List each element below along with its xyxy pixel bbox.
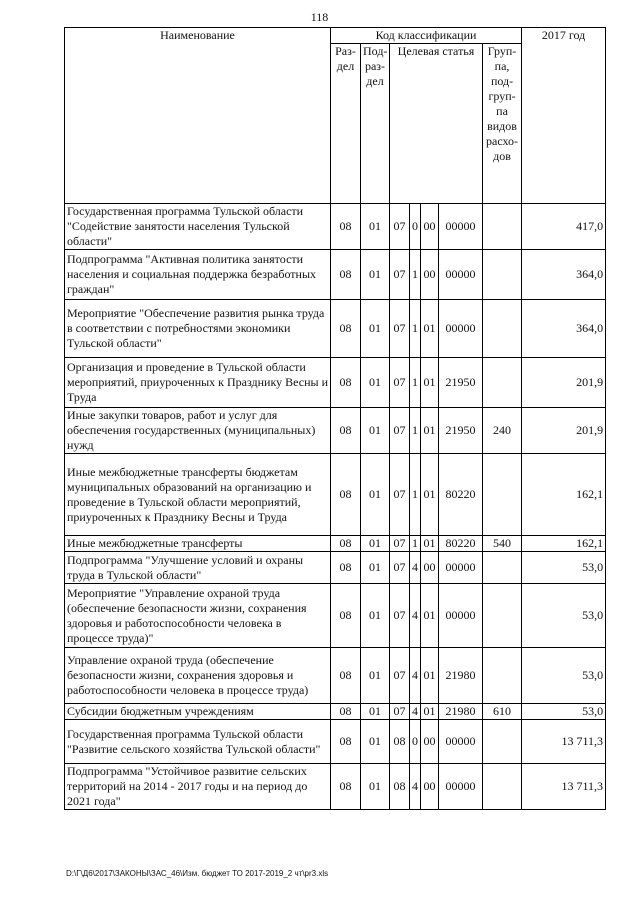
cell-vr xyxy=(483,300,522,358)
cell-cs2: 4 xyxy=(410,552,421,584)
cell-pr: 01 xyxy=(361,358,390,408)
header-year: 2017 год xyxy=(522,28,606,204)
cell-cs3: 01 xyxy=(421,300,439,358)
cell-name: Подпрограмма "Активная политика занятости населения и социальная поддержка безработных граждан" xyxy=(65,250,331,300)
cell-cs3: 00 xyxy=(421,764,439,810)
footer-file-path: D:\Г\Д6\2017\ЗАКОНЫ\ЗАС_46\Изм. бюджет ТО 2017-2019_2 чт\pr3.xls xyxy=(66,869,329,878)
cell-cs1: 07 xyxy=(390,704,410,720)
table-row xyxy=(65,250,606,300)
page-number: 118 xyxy=(310,10,329,24)
cell-name: Субсидии бюджетным учреждениям xyxy=(65,704,331,720)
cell-cs2: 1 xyxy=(410,454,421,536)
cell-cs4: 00000 xyxy=(439,720,483,764)
cell-cs2: 0 xyxy=(410,204,421,250)
cell-cs3: 00 xyxy=(421,552,439,584)
table-row xyxy=(65,720,606,764)
cell-name: Иные межбюджетные трансферты бюджетам муниципальных образований на организацию и проведение в Тульской области мероприятий, приуроченных к Празднику Весны и Труда xyxy=(65,454,331,536)
cell-amount: 53,0 xyxy=(522,552,606,584)
cell-cs2: 1 xyxy=(410,358,421,408)
cell-cs4: 00000 xyxy=(439,764,483,810)
cell-cs4: 00000 xyxy=(439,204,483,250)
header-classification-code: Код классификации xyxy=(331,28,522,44)
cell-rz: 08 xyxy=(331,704,361,720)
cell-rz: 08 xyxy=(331,204,361,250)
cell-name: Подпрограмма "Улучшение условий и охраны труда в Тульской области" xyxy=(65,552,331,584)
cell-cs4: 80220 xyxy=(439,454,483,536)
cell-vr: 240 xyxy=(483,408,522,454)
cell-amount: 417,0 xyxy=(522,204,606,250)
cell-cs4: 21950 xyxy=(439,408,483,454)
cell-cs1: 07 xyxy=(390,408,410,454)
cell-cs1: 08 xyxy=(390,720,410,764)
cell-amount: 201,9 xyxy=(522,358,606,408)
cell-vr xyxy=(483,584,522,648)
cell-rz: 08 xyxy=(331,536,361,552)
cell-name: Мероприятие "Обеспечение развития рынка труда в соответствии с потребностями экономики Тульской области" xyxy=(65,300,331,358)
cell-cs2: 4 xyxy=(410,764,421,810)
table-row xyxy=(65,536,606,552)
cell-cs2: 4 xyxy=(410,648,421,704)
cell-rz: 08 xyxy=(331,720,361,764)
cell-amount: 53,0 xyxy=(522,584,606,648)
table-row xyxy=(65,552,606,584)
cell-vr xyxy=(483,250,522,300)
cell-cs4: 00000 xyxy=(439,300,483,358)
cell-cs4: 21980 xyxy=(439,704,483,720)
cell-rz: 08 xyxy=(331,648,361,704)
cell-name: Государственная программа Тульской области "Содействие занятости населения Тульской области" xyxy=(65,204,331,250)
cell-rz: 08 xyxy=(331,250,361,300)
cell-cs4: 21980 xyxy=(439,648,483,704)
cell-cs1: 07 xyxy=(390,358,410,408)
cell-name: Мероприятие "Управление охраной труда (обеспечение безопасности жизни, сохранения здоровья и работоспособности человека в процессе труда)" xyxy=(65,584,331,648)
cell-cs3: 01 xyxy=(421,704,439,720)
cell-amount: 53,0 xyxy=(522,648,606,704)
cell-amount: 162,1 xyxy=(522,454,606,536)
cell-cs4: 00000 xyxy=(439,250,483,300)
cell-vr xyxy=(483,358,522,408)
cell-cs1: 07 xyxy=(390,584,410,648)
header-subsection: Под-раз-дел xyxy=(361,44,390,204)
cell-cs1: 07 xyxy=(390,454,410,536)
cell-name: Государственная программа Тульской области "Развитие сельского хозяйства Тульской области" xyxy=(65,720,331,764)
cell-cs3: 00 xyxy=(421,204,439,250)
cell-vr xyxy=(483,552,522,584)
cell-cs1: 07 xyxy=(390,552,410,584)
cell-vr: 610 xyxy=(483,704,522,720)
cell-name: Иные закупки товаров, работ и услуг для обеспечения государственных (муниципальных) нужд xyxy=(65,408,331,454)
cell-vr xyxy=(483,454,522,536)
header-name: Наименование xyxy=(65,28,331,204)
cell-pr: 01 xyxy=(361,584,390,648)
cell-pr: 01 xyxy=(361,552,390,584)
cell-cs2: 1 xyxy=(410,300,421,358)
cell-cs4: 21950 xyxy=(439,358,483,408)
cell-amount: 201,9 xyxy=(522,408,606,454)
cell-cs3: 00 xyxy=(421,250,439,300)
cell-pr: 01 xyxy=(361,250,390,300)
cell-amount: 53,0 xyxy=(522,704,606,720)
cell-cs2: 1 xyxy=(410,250,421,300)
cell-rz: 08 xyxy=(331,358,361,408)
cell-cs2: 4 xyxy=(410,584,421,648)
cell-pr: 01 xyxy=(361,648,390,704)
table-body xyxy=(65,204,606,810)
cell-vr: 540 xyxy=(483,536,522,552)
cell-cs4: 00000 xyxy=(439,552,483,584)
cell-rz: 08 xyxy=(331,408,361,454)
table-row xyxy=(65,648,606,704)
cell-amount: 13 711,3 xyxy=(522,720,606,764)
cell-amount: 364,0 xyxy=(522,250,606,300)
cell-cs2: 0 xyxy=(410,720,421,764)
cell-pr: 01 xyxy=(361,454,390,536)
cell-cs1: 07 xyxy=(390,300,410,358)
cell-cs3: 01 xyxy=(421,358,439,408)
cell-pr: 01 xyxy=(361,764,390,810)
cell-pr: 01 xyxy=(361,204,390,250)
cell-vr xyxy=(483,720,522,764)
cell-cs1: 07 xyxy=(390,250,410,300)
table-row xyxy=(65,764,606,810)
cell-amount: 364,0 xyxy=(522,300,606,358)
cell-pr: 01 xyxy=(361,408,390,454)
cell-rz: 08 xyxy=(331,552,361,584)
cell-cs2: 4 xyxy=(410,704,421,720)
table-row xyxy=(65,454,606,536)
cell-cs4: 80220 xyxy=(439,536,483,552)
table-row xyxy=(65,204,606,250)
table-row xyxy=(65,408,606,454)
cell-vr xyxy=(483,764,522,810)
cell-cs3: 01 xyxy=(421,584,439,648)
table-row xyxy=(65,300,606,358)
cell-amount: 13 711,3 xyxy=(522,764,606,810)
cell-name: Иные межбюджетные трансферты xyxy=(65,536,331,552)
cell-pr: 01 xyxy=(361,704,390,720)
cell-vr xyxy=(483,204,522,250)
cell-cs3: 01 xyxy=(421,648,439,704)
cell-cs2: 1 xyxy=(410,408,421,454)
header-section: Раз-дел xyxy=(331,44,361,204)
cell-pr: 01 xyxy=(361,720,390,764)
cell-cs1: 08 xyxy=(390,764,410,810)
cell-cs1: 07 xyxy=(390,204,410,250)
cell-name: Организация и проведение в Тульской области мероприятий, приуроченных к Празднику Весны и Труда xyxy=(65,358,331,408)
cell-cs3: 00 xyxy=(421,720,439,764)
cell-rz: 08 xyxy=(331,454,361,536)
cell-pr: 01 xyxy=(361,536,390,552)
table-row xyxy=(65,584,606,648)
budget-table xyxy=(64,27,606,810)
cell-cs1: 07 xyxy=(390,648,410,704)
cell-rz: 08 xyxy=(331,300,361,358)
cell-rz: 08 xyxy=(331,764,361,810)
cell-pr: 01 xyxy=(361,300,390,358)
cell-cs3: 01 xyxy=(421,454,439,536)
header-expense-type-group: Груп-па, под-груп-па видов расхо-дов xyxy=(483,44,522,204)
cell-cs1: 07 xyxy=(390,536,410,552)
table-row xyxy=(65,358,606,408)
header-target-article: Целевая статья xyxy=(390,44,483,204)
cell-vr xyxy=(483,648,522,704)
cell-rz: 08 xyxy=(331,584,361,648)
cell-amount: 162,1 xyxy=(522,536,606,552)
cell-cs3: 01 xyxy=(421,408,439,454)
table-row xyxy=(65,704,606,720)
cell-cs3: 01 xyxy=(421,536,439,552)
cell-cs2: 1 xyxy=(410,536,421,552)
cell-name: Управление охраной труда (обеспечение безопасности жизни, сохранения здоровья и работоспособности человека в процессе труда) xyxy=(65,648,331,704)
cell-cs4: 00000 xyxy=(439,584,483,648)
cell-name: Подпрограмма "Устойчивое развитие сельских территорий на 2014 - 2017 годы и на период до 2021 года" xyxy=(65,764,331,810)
